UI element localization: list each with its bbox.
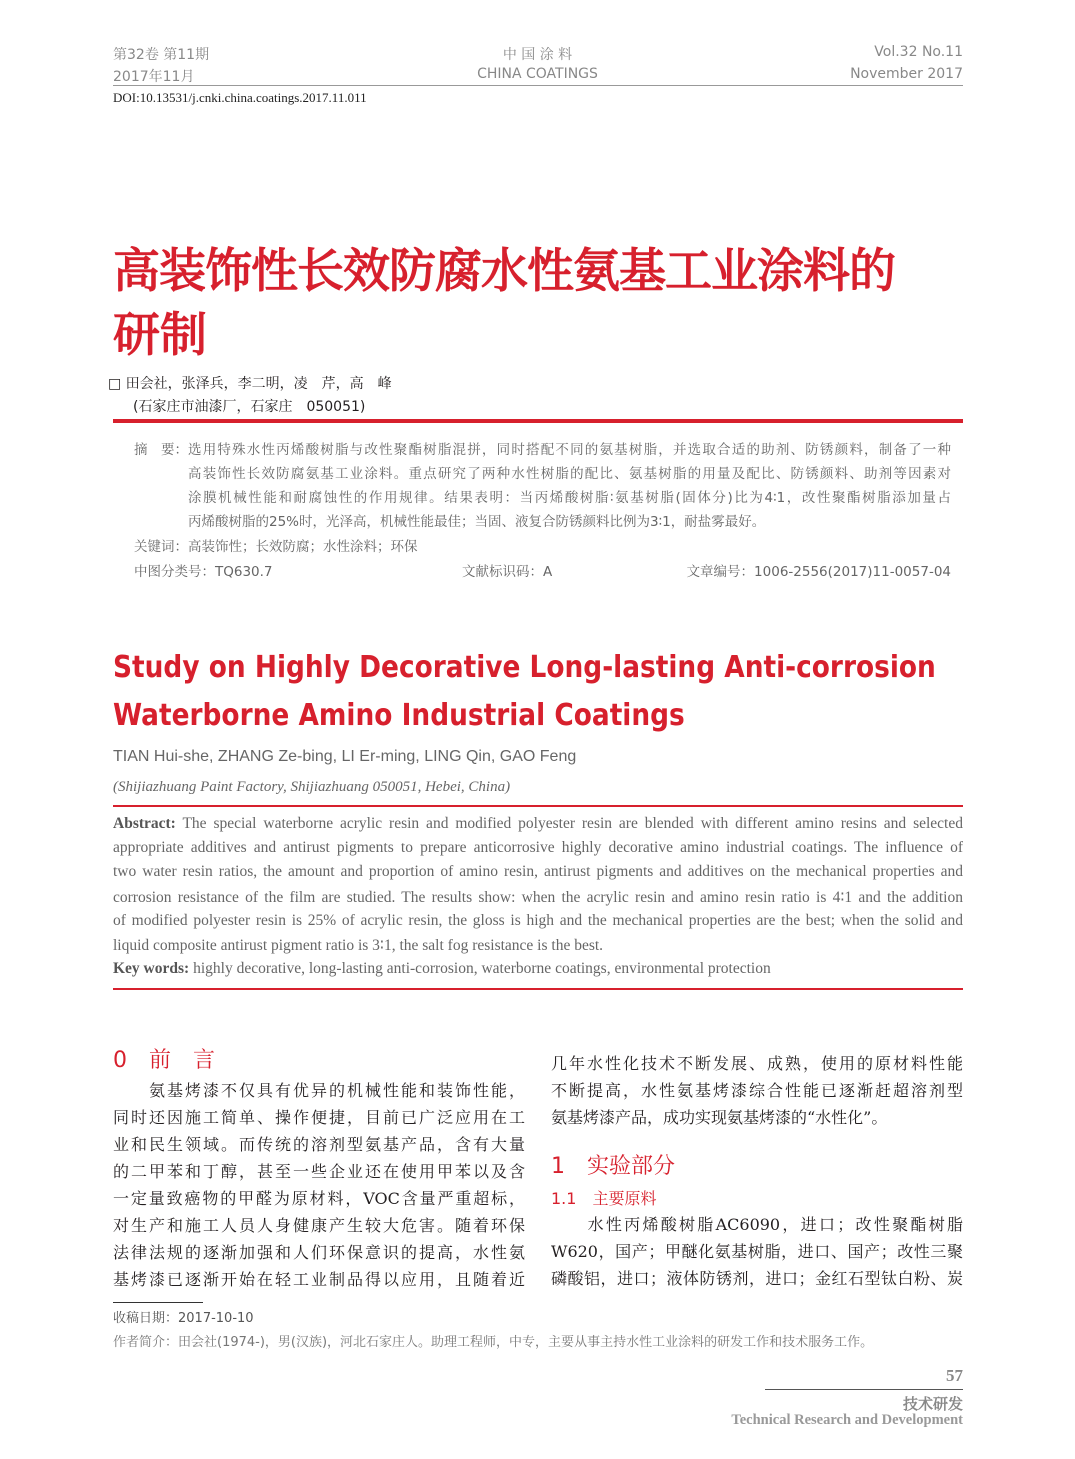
volume-en: Vol.32 No.11 (874, 44, 963, 60)
abstract-cn-label: 摘 要： (134, 442, 188, 458)
abstract-en-text: The special waterborne acrylic resin and modified polyester resin are blended with different amino resins and selected (175, 815, 963, 832)
journal-name-en: CHINA COATINGS (477, 66, 598, 82)
body-line: 氨基烤漆不仅具有优异的机械性能和装饰性能， (113, 1081, 525, 1100)
title-en-line1: Study on Highly Decorative Long-lasting Anti-corrosion (113, 650, 936, 685)
footer-rule (765, 1389, 963, 1390)
keywords-en-label: Key words: (113, 960, 190, 977)
title-en-line2: Waterborne Amino Industrial Coatings (113, 698, 685, 733)
doi: DOI:10.13531/j.cnki.china.coatings.2017.11.011 (113, 90, 367, 105)
body-line: 同时还因施工简单、操作便捷，目前已广泛应用在工 (113, 1108, 525, 1127)
abstract-cn-line: 丙烯酸树脂的25%时，光泽高，机械性能最佳；当固、液复合防锈颜料比例为3∶1，耐盐雾最好。 (188, 514, 766, 530)
title-cn-line1: 高装饰性长效防腐水性氨基工业涂料的 (113, 244, 895, 299)
article-number: 文章编号：1006-2556(2017)11-0057-04 (686, 564, 951, 580)
abstract-cn-line: 选用特殊水性丙烯酸树脂与改性聚酯树脂混拼，同时搭配不同的氨基树脂，并选取合适的助剂、防锈颜料，制备了一种 (188, 442, 951, 458)
section-name-en: Technical Research and Development (731, 1412, 963, 1428)
section-name-cn: 技术研发 (902, 1395, 963, 1413)
author-bio: 作者简介：田会社(1974-)，男(汉族)，河北石家庄人。助理工程师，中专，主要从事主持水性工业涂料的研发工作和技术服务工作。 (113, 1335, 874, 1350)
classification: 中图分类号：TQ630.7 (134, 564, 273, 580)
keywords-en (113, 960, 771, 978)
body-line: 水性丙烯酸树脂AC6090，进口；改性聚酯树脂 (551, 1215, 963, 1234)
header-rule (113, 85, 963, 86)
document-code: 文献标识码：A (462, 564, 553, 580)
title-cn-line2: 研制 (113, 308, 207, 363)
body-line: 对生产和施工人员人身健康产生较大危害。随着环保 (113, 1216, 525, 1235)
journal-name-cn: 中 国 涂 料 (502, 47, 573, 63)
abstract-en-top-rule (113, 805, 963, 807)
abstract-en-line: two water resin ratios, the amount and proportion of amino resin, antirust pigments and additives on the mechanical properties and (113, 863, 963, 880)
issue-date: 2017年11月 (113, 69, 195, 85)
body-line: 氨基烤漆产品，成功实现氨基烤漆的“水性化”。 (551, 1108, 888, 1127)
affiliation-en: (Shijiazhuang Paint Factory, Shijiazhuang 050051, Hebei, China) (113, 779, 511, 795)
body-line: 磷酸铝，进口；液体防锈剂，进口；金红石型钛白粉、炭 (551, 1269, 963, 1288)
body-line: 法律法规的逐渐加强和人们环保意识的提高，水性氨 (113, 1243, 525, 1262)
abstract-en-line (113, 815, 963, 833)
body-line: 几年水性化技术不断发展、成熟，使用的原材料性能 (551, 1054, 963, 1073)
page-number: 57 (946, 1366, 963, 1385)
abstract-cn-line: 高装饰性长效防腐氨基工业涂料。重点研究了两种水性树脂的配比、氨基树脂的用量及配比、防锈颜料、助剂等因素对 (188, 466, 951, 482)
title-rule (113, 419, 963, 423)
body-line: 业和民生领域。而传统的溶剂型氨基产品，含有大量 (113, 1135, 525, 1154)
affiliation-cn: (石家庄市油漆厂，石家庄 050051) (133, 399, 366, 415)
volume-issue: 第32卷 第11期 (113, 47, 210, 63)
date-en: November 2017 (850, 66, 963, 82)
abstract-en-label: Abstract: (113, 815, 176, 832)
body-line: W620，国产；甲醚化氨基树脂，进口、国产；改性三聚 (551, 1242, 963, 1261)
abstract-en-line: of modified polyester resin is 25% of acrylic resin, the gloss is high and the mechanical properties are the best; when the solid and (113, 912, 963, 929)
section-heading-experiment: 1 实验部分 (551, 1154, 675, 1179)
abstract-en-line: corrosion resistance of the film are studied. The results show: when the acrylic resin and amino resin ratio is 4∶1 and the addition (113, 889, 963, 906)
body-line: 的二甲苯和丁醇，甚至一些企业还在使用甲苯以及含 (113, 1162, 525, 1181)
footnote-rule (113, 1302, 203, 1303)
abstract-en-line: liquid composite antirust pigment ratio is 3∶1, the salt fog resistance is the best. (113, 937, 604, 954)
abstract-en-bottom-rule (113, 988, 963, 990)
body-line: 不断提高，水性氨基烤漆综合性能已逐渐赶超溶剂型 (551, 1081, 963, 1100)
abstract-cn-line: 涂膜机械性能和耐腐蚀性的作用规律。结果表明：当丙烯酸树脂∶氨基树脂(固体分)比为4∶1，改性聚酯树脂添加量占 (188, 490, 951, 506)
keywords-en-text: highly decorative, long-lasting anti-corrosion, waterborne coatings, environmental protection (189, 960, 771, 977)
subsection-heading-materials: 1.1 主要原料 (551, 1189, 657, 1208)
received-date: 收稿日期：2017-10-10 (113, 1311, 254, 1326)
section-heading-intro: 0 前 言 (113, 1048, 215, 1073)
body-line: 一定量致癌物的甲醛为原材料，VOC含量严重超标， (113, 1189, 525, 1208)
body-line: 基烤漆已逐渐开始在轻工业制品得以应用，且随着近 (113, 1270, 525, 1289)
abstract-en-line: appropriate additives and antirust pigments to prepare anticorrosive highly decorative amino industrial coatings. The influence of (113, 839, 963, 856)
authors-cn: □ 田会社，张泽兵，李二明，凌 芹，高 峰 (108, 376, 392, 392)
keywords-cn: 关键词：高装饰性；长效防腐；水性涂料；环保 (134, 539, 418, 555)
authors-en: TIAN Hui-she, ZHANG Ze-bing, LI Er-ming, LING Qin, GAO Feng (113, 748, 577, 765)
